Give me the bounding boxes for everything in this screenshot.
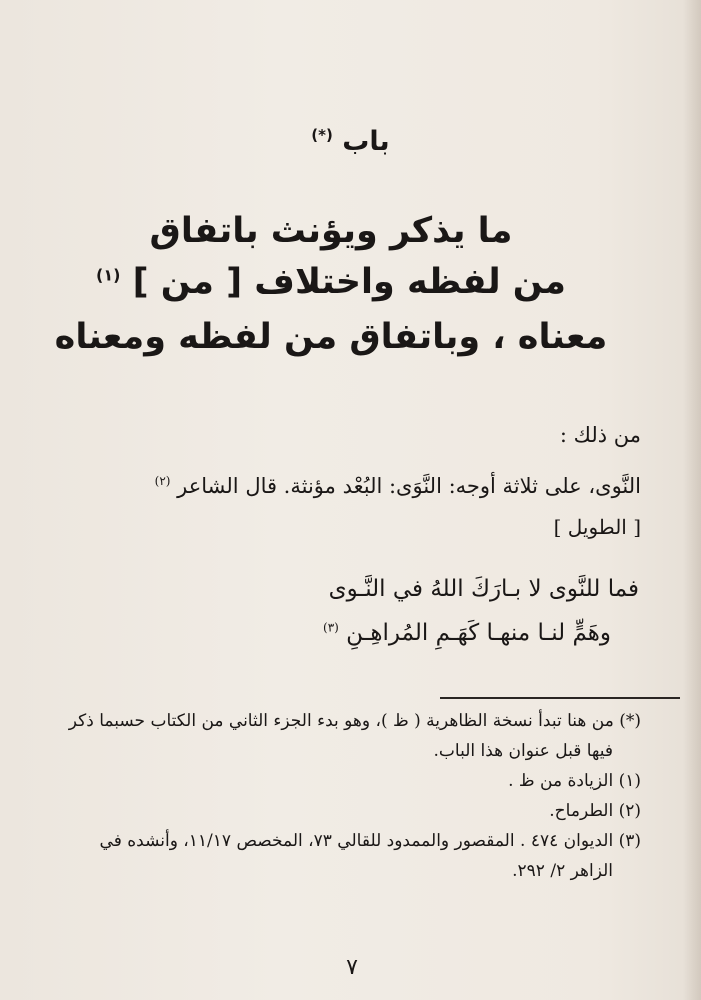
footnote-star-text: من هنا تبدأ نسخة الظاهرية ( ظ )، وهو بدء الجزء الثاني من الكتاب حسبما ذكر: [68, 711, 614, 731]
chapter-label: باب: [342, 126, 390, 157]
verse-line-2-text: وهَمٍّ لنـا منهـا كَهَـمِ المُراهِـنِ: [346, 620, 611, 646]
footnote-3: (٣) الديوان ٤٧٤ . المقصور والممدود للقالي ٧٣، المخصص ١١/١٧، وأنشده في: [99, 831, 641, 851]
title-line-2: [51, 262, 611, 302]
intro-text: من ذلك :: [559, 423, 641, 447]
verse-line-2-note: (٣): [323, 620, 339, 635]
chapter-heading: [0, 126, 701, 157]
footnote-2: (٢) الطرماح.: [549, 801, 641, 821]
entry-text: [41, 475, 641, 497]
footnote-star-continued: فيها قبل عنوان هذا الباب.: [433, 741, 613, 761]
page-number: ٧: [346, 955, 358, 980]
meter-label: [ الطويل ]: [553, 515, 641, 539]
footnote-star: [31, 713, 641, 730]
footnote-3-continued: الزاهر ٢/ ٢٩٢.: [512, 861, 613, 881]
title-line-2-note: (١): [96, 265, 121, 285]
verse-line-1: فما للنَّوى لا بـارَكَ اللهُ في النَّـوى: [328, 576, 639, 602]
entry-note: (٢): [154, 474, 171, 488]
title-line-3: معناه ، وباتفاق من لفظه ومعناه: [54, 317, 608, 357]
chapter-marker: (*): [311, 126, 333, 144]
footnote-1: (١) الزيادة من ظ .: [508, 771, 641, 791]
verse-line-2: [323, 620, 611, 646]
title-line-2-text: من لفظه واختلاف [ من ]: [132, 262, 566, 302]
footnote-separator: [440, 697, 680, 699]
footnote-star-marker: (*): [619, 711, 641, 731]
entry-body: النَّوى، على ثلاثة أوجه: النَّوَى: البُعْد مؤنثة. قال الشاعر: [177, 474, 641, 498]
title-line-1: ما يذكر ويؤنث باتفاق: [149, 211, 513, 251]
